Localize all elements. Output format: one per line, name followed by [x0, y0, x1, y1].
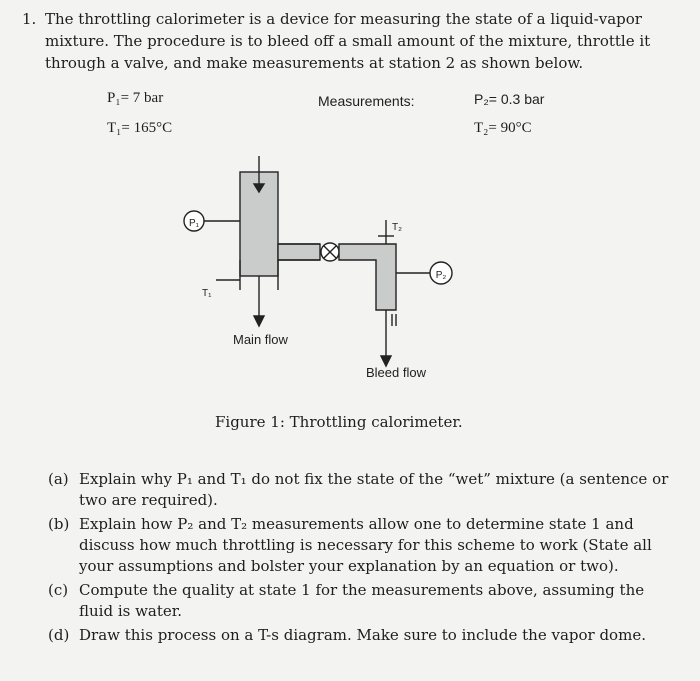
part-d-text: Draw this process on a T-s diagram. Make sure to include the vapor dome. — [79, 626, 646, 644]
t1-label: T₁ — [202, 288, 212, 299]
p2-value: P₂= 0.3 bar — [474, 91, 545, 107]
bleed-flow-label: Bleed flow — [366, 365, 426, 380]
part-a — [48, 469, 680, 511]
part-a-text: Explain why P₁ and T₁ do not fix the state of the “wet” mixture (a sentence or two are required). — [79, 470, 669, 509]
part-b-tag: (b) — [48, 515, 70, 533]
part-d — [48, 625, 680, 646]
part-c — [48, 580, 680, 622]
problem-number: 1. — [22, 10, 37, 28]
p2-gauge-label: P₂ — [435, 270, 447, 281]
question-parts — [48, 469, 680, 649]
p1-gauge-label: P₁ — [188, 218, 200, 229]
main-flow-arrow — [254, 316, 264, 326]
calorimeter-diagram — [170, 150, 470, 390]
t2-value: T₂= 90°C — [474, 120, 532, 136]
part-b — [48, 514, 680, 577]
problem-intro: The throttling calorimeter is a device for measuring the state of a liquid-vapor mixture. The procedure is to bleed off a small amount of the mixture, throttle it through a valve, and make measurements at station 2 as shown below. — [45, 10, 651, 72]
problem-statement — [22, 8, 682, 74]
part-a-tag: (a) — [48, 470, 69, 488]
bleed-pipe — [278, 244, 320, 260]
t2-label: T₂ — [392, 222, 402, 233]
figure-caption: Figure 1: Throttling calorimeter. — [215, 413, 463, 431]
diagram-lines — [184, 156, 452, 366]
part-b-text: Explain how P₂ and T₂ measurements allow one to determine state 1 and discuss how much throttling is necessary for this scheme to work (State all your assumptions and bolster your explanation by an equation or two). — [79, 515, 652, 575]
measurements-heading: Measurements: — [318, 93, 415, 109]
main-flow-label: Main flow — [233, 332, 288, 347]
part-c-tag: (c) — [48, 581, 69, 599]
t1-value: T₁= 165°C — [107, 120, 173, 136]
part-d-tag: (d) — [48, 626, 70, 644]
part-c-text: Compute the quality at state 1 for the measurements above, assuming the fluid is water. — [79, 581, 645, 620]
p1-value: P₁= 7 bar — [107, 90, 164, 106]
downstream-pipe — [339, 244, 396, 310]
